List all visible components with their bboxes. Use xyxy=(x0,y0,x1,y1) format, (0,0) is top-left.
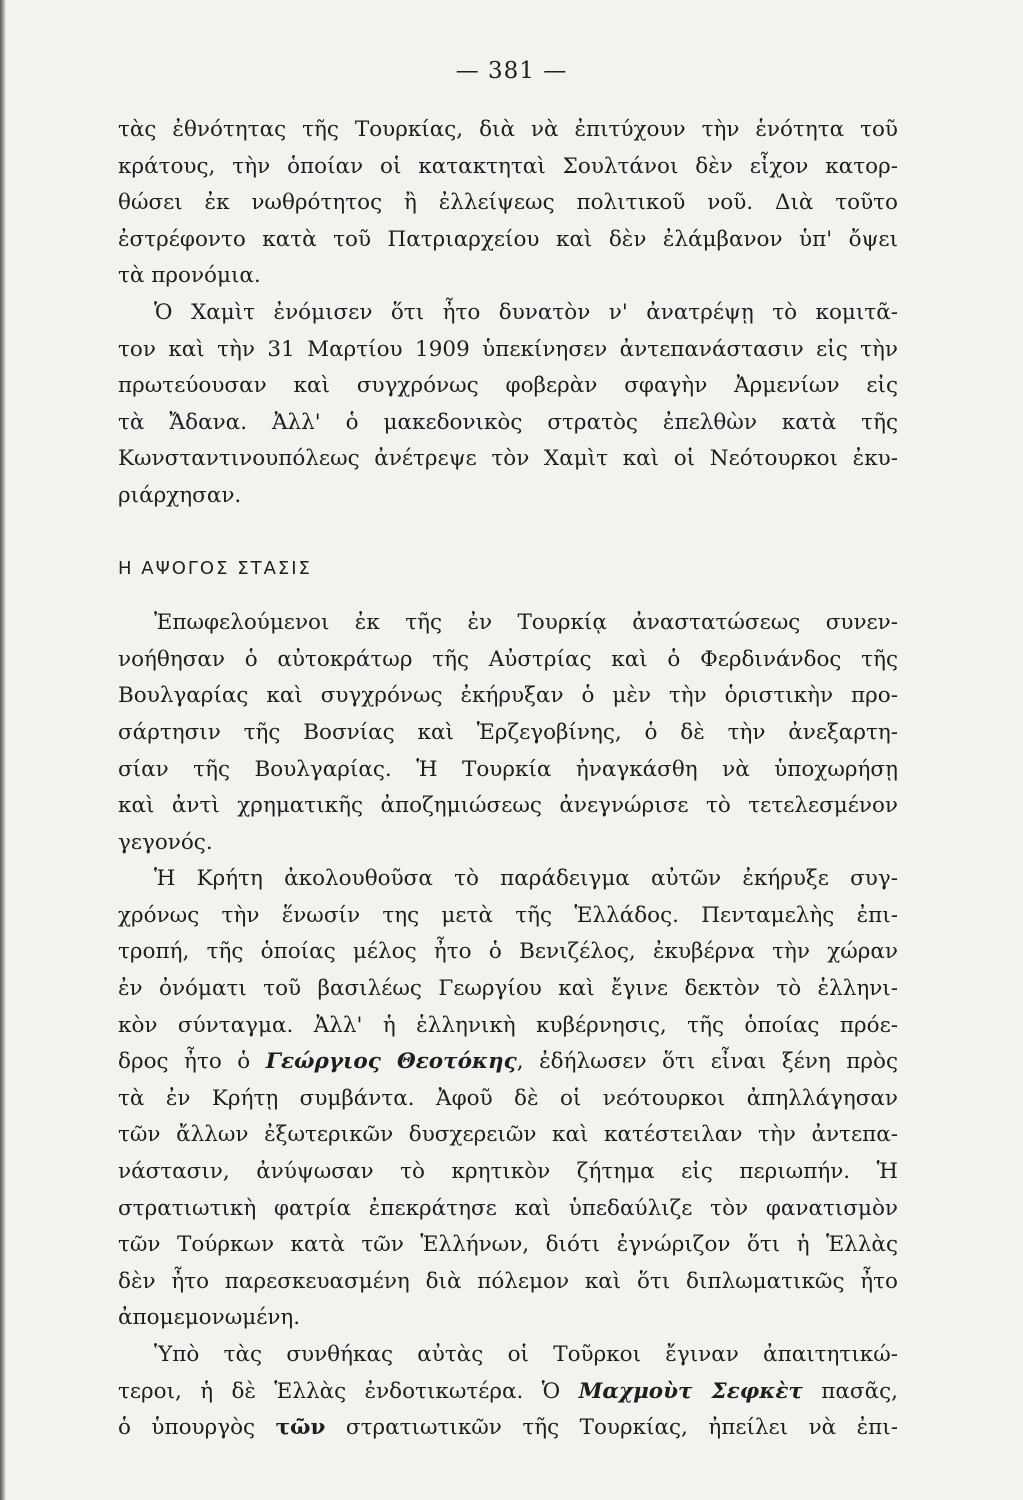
text-line: νοήθησαν ὁ αὐτοκράτωρ τῆς Αὐστρίας καὶ ὁ Φερδινάνδος τῆς xyxy=(118,646,898,672)
text-line: τροπή, τῆς ὁποίας μέλος ἦτο ὁ Βενιζέλος, ἐκυβέρνα τὴν χώραν xyxy=(118,939,898,965)
text-line: ἀπομεμονωμένη. xyxy=(118,1305,301,1331)
text-line: Βουλγαρίας καὶ συγχρόνως ἐκήρυξαν ὁ μὲν τὴν ὁριστικὴν προ- xyxy=(118,683,898,709)
text-line: στρατιωτικὴ φατρία ἐπεκράτησε καὶ ὑπεδαύλιζε τὸν φανατισμὸν xyxy=(118,1195,898,1221)
text-line: τὰ προνόμια. xyxy=(118,263,261,289)
text-segment: πασᾶς, xyxy=(821,1378,898,1404)
text-line: χρόνως τὴν ἕνωσίν της μετὰ τῆς Ἑλλάδος. Πενταμελὴς ἐπι- xyxy=(118,902,898,928)
bold-word: τῶν xyxy=(275,1415,326,1441)
text-segment: δρος ἦτο ὁ xyxy=(118,1049,251,1075)
text-line: Ἐπωφελούμενοι ἐκ τῆς ἐν Τουρκίᾳ ἀναστατώσεως συνεν- xyxy=(154,610,898,636)
text-segment: , ἐδήλωσεν ὅτι εἶναι ξένη πρὸς xyxy=(516,1049,898,1075)
body-text xyxy=(118,112,898,1447)
text-line: κὸν σύνταγμα. Ἀλλ' ἡ ἑλληνικὴ κυβέρνησις, τῆς ὁποίας πρόε- xyxy=(118,1012,898,1038)
text-line xyxy=(118,1044,898,1081)
text-line: Κωνσταντινουπόλεως ἀνέτρεψε τὸν Χαμὶτ καὶ οἱ Νεότουρκοι ἐκυ- xyxy=(118,446,898,472)
paragraph xyxy=(118,1337,898,1447)
text-segment: ὁ ὑπουργὸς xyxy=(118,1415,256,1441)
text-line: τὰς ἐθνότητας τῆς Τουρκίας, διὰ νὰ ἐπιτύχουν τὴν ἑνότητα τοῦ xyxy=(118,117,898,142)
text-line: ριάρχησαν. xyxy=(118,482,242,508)
text-line: τὰ Ἄδανα. Ἀλλ' ὁ μακεδονικὸς στρατὸς ἐπελθὼν κατὰ τῆς xyxy=(118,409,898,435)
text-segment: τεροι, ἡ δὲ Ἑλλὰς ἐνδοτικωτέρα. Ὁ xyxy=(118,1378,561,1404)
text-line: σίαν τῆς Βουλγαρίας. Ἡ Τουρκία ἠναγκάσθη νὰ ὑποχωρήσῃ xyxy=(118,756,898,782)
page-number: — 381 — xyxy=(455,58,568,84)
text-line: ἐστρέφοντο κατὰ τοῦ Πατριαρχείου καὶ δὲν ἐλάμβανον ὑπ' ὄψει xyxy=(118,226,898,252)
text-line: νάστασιν, ἀνύψωσαν τὸ κρητικὸν ζήτημα εἰς περιωπήν. Ἡ xyxy=(118,1159,898,1185)
paragraph xyxy=(118,112,898,295)
text-line: σάρτησιν τῆς Βοσνίας καὶ Ἑρζεγοβίνης, ὁ δὲ τὴν ἀνεξαρτη- xyxy=(118,719,898,745)
person-name-bold: Γεώργιος Θεοτόκης xyxy=(265,1049,517,1075)
paragraph xyxy=(118,605,898,861)
text-line: τὰ ἐν Κρήτῃ συμβάντα. Ἀφοῦ δὲ οἱ νεότουρκοι ἀπηλλάγησαν xyxy=(118,1085,898,1111)
text-line: τῶν ἄλλων ἐξωτερικῶν δυσχερειῶν καὶ κατέστειλαν τὴν ἀντεπα- xyxy=(118,1122,898,1148)
text-line: δὲν ἦτο παρεσκευασμένη διὰ πόλεμον καὶ ὅτι διπλωματικῶς ἦτο xyxy=(118,1268,898,1294)
text-segment: στρατιωτικῶν τῆς Τουρκίας, ἠπείλει νὰ ἐπι- xyxy=(345,1415,898,1441)
text-line: Ὁ Χαμὶτ ἐνόμισεν ὅτι ἦτο δυνατὸν ν' ἀνατρέψῃ τὸ κομιτᾶ- xyxy=(154,299,898,325)
person-name-bold: Μαχμοὺτ Σεφκὲτ xyxy=(578,1378,803,1404)
text-line: ἐν ὀνόματι τοῦ βασιλέως Γεωργίου καὶ ἔγινε δεκτὸν τὸ ἑλληνι- xyxy=(118,976,898,1002)
section-heading: Η ΑΨΟΓΟΣ ΣΤΑΣΙΣ xyxy=(118,557,312,579)
text-line: θώσει ἐκ νωθρότητος ἢ ἐλλείψεως πολιτικοῦ νοῦ. Διὰ τοῦτο xyxy=(118,190,898,216)
text-line xyxy=(118,1410,898,1447)
text-line: γεγονός. xyxy=(118,829,213,855)
text-line: καὶ ἀντὶ χρηματικῆς ἀποζημιώσεως ἀνεγνώρισε τὸ τετελεσμένον xyxy=(118,793,898,819)
page-edge-shadow xyxy=(0,0,6,1500)
text-line: πρωτεύουσαν καὶ συγχρόνως φοβερὰν σφαγὴν Ἀρμενίων εἰς xyxy=(118,373,898,399)
text-line: Ἡ Κρήτη ἀκολουθοῦσα τὸ παράδειγμα αὐτῶν ἐκήρυξε συγ- xyxy=(154,866,898,892)
text-line xyxy=(118,1374,898,1411)
paragraph xyxy=(118,861,898,1337)
text-line: Ὑπὸ τὰς συνθήκας αὐτὰς οἱ Τοῦρκοι ἔγιναν ἀπαιτητικώ- xyxy=(154,1342,898,1367)
text-line: τον καὶ τὴν 31 Μαρτίου 1909 ὑπεκίνησεν ἀντεπανάστασιν εἰς τὴν xyxy=(118,336,898,362)
text-line: κράτους, τὴν ὁποίαν οἱ κατακτηταὶ Σουλτάνοι δὲν εἶχον κατορ- xyxy=(118,153,898,179)
paragraph xyxy=(118,295,898,515)
text-line: τῶν Τούρκων κατὰ τῶν Ἑλλήνων, διότι ἐγνώριζον ὅτι ἡ Ἑλλὰς xyxy=(118,1232,898,1258)
